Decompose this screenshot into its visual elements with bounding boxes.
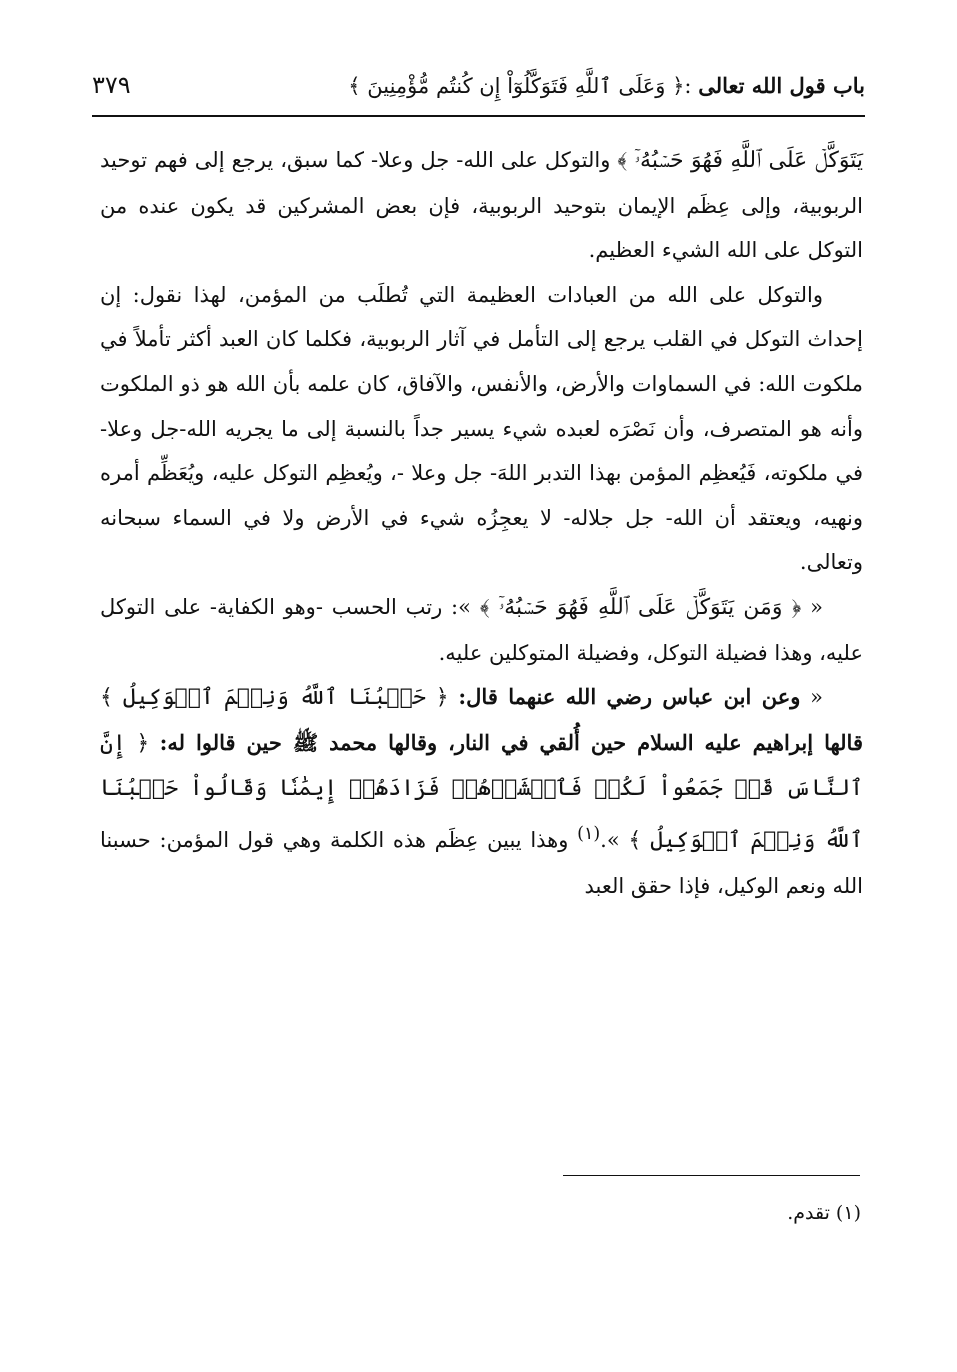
chapter-title: باب قول الله تعالى bbox=[698, 72, 865, 98]
paragraph-3 bbox=[100, 585, 863, 675]
paragraph-4 bbox=[100, 675, 863, 908]
body-text bbox=[100, 138, 863, 908]
page-header bbox=[92, 60, 865, 110]
paragraph-2: والتوكل على الله من العبادات العظيمة التي تُطلَب من المؤمن، لهذا نقول: إن إحداث التوكل في القلب يرجع إلى التأمل في آثار الربوبية، فكلما كان العبد أكثر تأملاً في ملكوت الله: في السماوات والأرض، والأنفس، والآفاق، كان علمه بأن الله هو ذو الملكوت وأنه هو المتصرف، وأن نَصْرَه لعبده شيء يسير جداً بالنسبة إلى ما يجريه الله-جل وعلا- في ملكوته، فَيُعظِم المؤمن بهذا التدبر اللهَ- جل وعلا -، ويُعظِم التوكل عليه، ويُعَظِّم أمره ونهيه، ويعتقد أن الله- جل جلاله- لا يعجِزُه شيء في الأرض ولا في السماء سبحانه وتعالى. bbox=[100, 282, 863, 575]
paragraph-1 bbox=[100, 138, 863, 273]
quran-verse: ﴿ وَمَن يَتَوَكَّلۡ عَلَى ٱللَّهِ فَهُوَ حَسۡبُهُۥٓ ﴾ bbox=[479, 594, 802, 620]
footnote-rule bbox=[563, 1175, 860, 1176]
footnote-reference: (١) bbox=[577, 823, 601, 844]
header-rule bbox=[92, 115, 865, 117]
paragraph-text: وهذا يبين عِظَم هذه الكلمة وهي قول المؤمن: حسبنا الله ونعم الوكيل، فإذا حقق العبد bbox=[100, 827, 863, 898]
paragraph-text: والتوكل على الله- جل وعلا- كما سبق، يرجع إلى فهم توحيد الربوبية، وإلى عِظَم الإيمان بتوحيد الربوبية، فإن بعض المشركين قد يكون عنده من التوكل على الله الشيء العظيم. bbox=[100, 148, 863, 263]
footnote: (١) تقدم. bbox=[787, 1202, 861, 1224]
hadith-text-bold: قالها إبراهيم عليه السلام حين أُلقي في النار، وقالها محمد ﷺ حين قالوا له: bbox=[159, 729, 863, 755]
quran-verse: ﴿ حَسۡبُنَا ٱللَّهُ وَنِعۡمَ ٱلۡوَكِيلُ ﴾ bbox=[100, 685, 449, 711]
quote-open: « bbox=[810, 594, 823, 619]
running-title bbox=[348, 73, 865, 98]
quran-verse: يَتَوَكَّلۡ عَلَى ٱللَّهِ فَهُوَ حَسۡبُهُۥٓ ﴾ bbox=[617, 148, 863, 173]
quran-verse: ﴿ إِنَّ ٱلنَّاسَ قَدۡ جَمَعُواْ لَكُمۡ فَٱخۡشَوۡهُمۡ فَزَادَهُمۡ إِيمَٰنٗا وَقَالُواْ حَسۡبُنَا ٱللَّهُ وَنِعۡمَ ٱلۡوَكِيلُ ﴾ bbox=[100, 730, 863, 853]
hadith-text-bold: وعن ابن عباس رضي الله عنهما قال: bbox=[458, 684, 801, 710]
quote-close: ». bbox=[600, 827, 620, 852]
quote-open: « bbox=[810, 685, 823, 710]
page-number: ٣٧٩ bbox=[92, 71, 131, 99]
verse-reference: :﴿ وَعَلَى ٱللَّهِ فَتَوَكَّلُوٓاْ إِن كُنتُم مُّؤْمِنِينَ ﴾ bbox=[348, 73, 692, 98]
paragraph-text: »: رتب الحسب -وهو الكفاية- على التوكل عليه، وهذا فضيلة التوكل، وفضيلة المتوكلين عليه. bbox=[100, 594, 863, 665]
